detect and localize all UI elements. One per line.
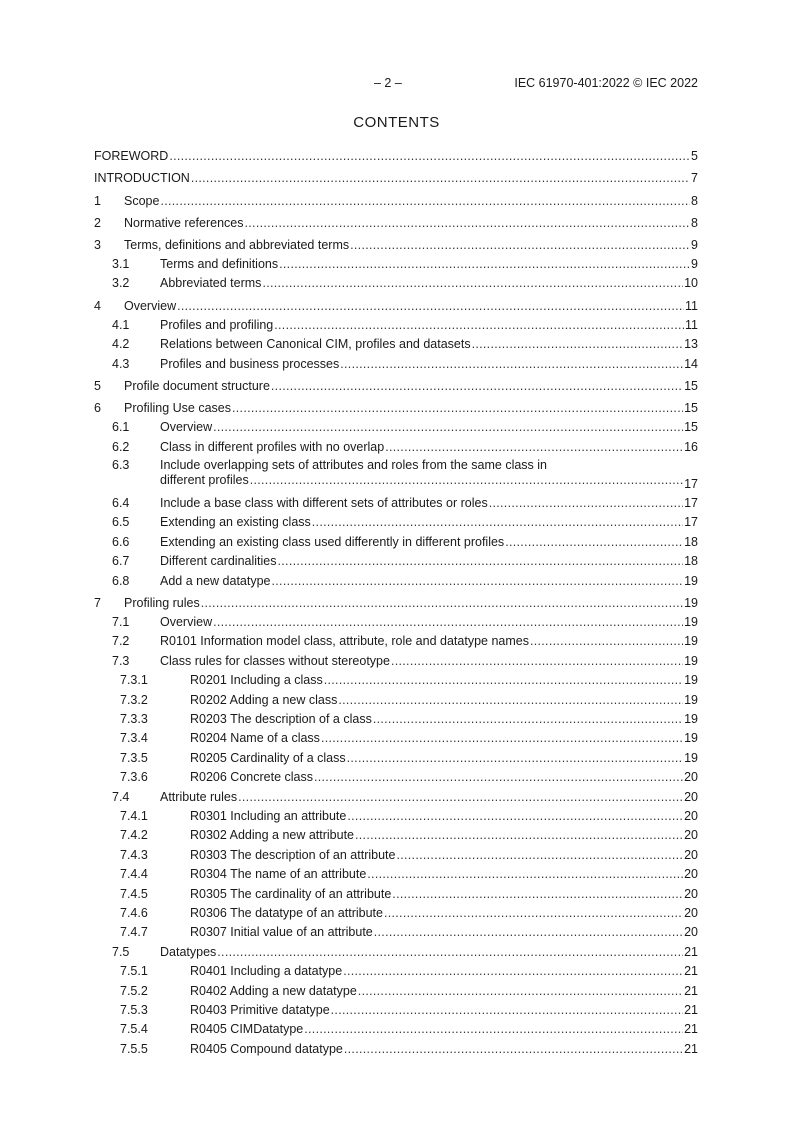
toc-entry-title: Different cardinalities [160,554,277,569]
toc-entry-title: R0205 Cardinality of a class [190,750,346,765]
dot-leader [343,964,683,979]
toc-entry-number: 7.4.1 [120,809,148,823]
toc-entry-title: INTRODUCTION [94,171,190,186]
dot-leader [217,945,683,960]
toc-entry-title-line1: Include overlapping sets of attributes and roles from the same class in [160,457,548,472]
toc-entry-page: 20 [684,828,698,843]
toc-entry-number: 7.4.7 [120,925,148,940]
dot-leader [304,1022,683,1037]
toc-entry-title: R0405 Compound datatype [190,1041,343,1056]
dot-leader [367,867,683,882]
toc-entry-title: R0302 Adding a new attribute [190,828,355,843]
toc-entry-number: 6.2 [112,439,130,454]
toc-entry[interactable] [94,960,698,979]
toc-entry-number: 4.3 [112,356,130,371]
dot-leader [250,473,683,488]
toc-entry-page: 5 [691,149,698,164]
toc-entry[interactable] [94,882,698,901]
dot-leader [338,693,683,708]
toc-entry[interactable] [94,530,698,549]
toc-entry-number: 6.7 [112,554,130,569]
toc-entry-page: 19 [684,634,698,649]
toc-entry[interactable] [94,649,698,668]
dot-leader [160,194,690,209]
toc-entry-title: Profiling Use cases [124,400,231,415]
toc-entry-number: 7.3.3 [120,712,148,727]
toc-entry-title: R0305 The cardinality of an attribute [190,886,392,901]
toc-entry-page: 20 [684,770,698,785]
toc-entry-title: R0303 The description of an attribute [190,847,396,862]
toc-entry-page: 19 [684,573,698,588]
toc-entry-number: 3 [94,237,101,252]
toc-entry-title: Add a new datatype [160,573,271,588]
toc-entry[interactable] [94,611,698,630]
page-header [94,76,698,92]
dot-leader [385,440,683,455]
toc-entry-title: R0402 Adding a new datatype [190,983,357,998]
toc-entry[interactable] [94,211,698,230]
toc-entry-number: 5 [94,378,101,393]
toc-entry[interactable] [94,511,698,530]
toc-entry[interactable] [94,294,698,313]
dot-leader [238,790,683,805]
toc-entry[interactable] [94,940,698,959]
toc-entry[interactable] [94,333,698,352]
toc-entry[interactable] [94,416,698,435]
toc-entry-page: 17 [684,496,698,511]
dot-leader [331,1003,683,1018]
toc-entry[interactable] [94,492,698,511]
toc-entry-page: 20 [684,905,698,920]
toc-entry[interactable] [94,843,698,862]
dot-leader [314,770,683,785]
dot-leader [324,673,683,688]
toc-entry-number: 4 [94,298,101,313]
toc-entry[interactable] [94,921,698,940]
toc-entry-title: R0306 The datatype of an attribute [190,905,383,920]
toc-entry-page: 15 [684,420,698,435]
toc-entry-title: Profile document structure [124,378,270,393]
toc-entry-title: Overview [124,298,177,313]
toc-entry-title: Extending an existing class used differently in different profiles [160,534,505,549]
table-of-contents [94,145,698,1057]
toc-entry-title: Class in different profiles with no overlap [160,439,385,454]
toc-entry[interactable] [94,979,698,998]
toc-entry-page: 19 [684,692,698,707]
toc-entry[interactable] [94,272,698,291]
toc-entry-title: R0201 Including a class [190,673,323,688]
toc-entry-number: 7.3.2 [120,692,148,707]
toc-entry-page: 21 [684,983,698,998]
toc-entry-page: 17 [684,515,698,530]
toc-entry-number: 7.2 [112,634,130,649]
toc-entry-page: 15 [684,378,698,393]
toc-entry-number: 6.1 [112,420,130,435]
dot-leader [347,751,683,766]
dot-leader [358,984,683,999]
dot-leader [191,171,690,186]
toc-entry[interactable] [94,669,698,688]
toc-entry[interactable] [94,145,698,164]
toc-entry-number: 7.4.2 [120,828,148,843]
standard-reference: IEC 61970-401:2022 © IEC 2022 [514,76,698,90]
toc-entry-title: Include a base class with different sets of attributes or roles [160,496,488,511]
dot-leader [391,654,683,669]
toc-entry-title: Normative references [124,215,244,230]
toc-entry-title: R0204 Name of a class [190,731,320,746]
toc-entry-number: 6.4 [112,496,130,511]
toc-entry-title: R0401 Including a datatype [190,964,343,979]
dot-leader [355,828,683,843]
dot-leader [201,596,683,611]
dot-leader [213,420,683,435]
dot-leader [312,515,683,530]
toc-entry-number: 6 [94,400,101,415]
toc-entry-number: 7.4 [112,789,130,804]
dot-leader [530,634,683,649]
toc-entry-page: 11 [685,298,698,313]
toc-entry-number: 4.1 [112,317,130,332]
toc-entry-page: 20 [684,847,698,862]
toc-entry-number: 6.8 [112,573,130,588]
toc-entry[interactable] [94,569,698,588]
toc-entry[interactable] [94,189,698,208]
toc-entry-number: 7.4.5 [120,886,148,901]
dot-leader [321,731,683,746]
toc-entry[interactable] [94,253,698,272]
toc-entry-number: 6.3 [112,457,130,472]
toc-entry-title: FOREWORD [94,149,169,164]
toc-entry[interactable] [94,630,698,649]
toc-entry[interactable] [94,352,698,371]
toc-entry-page: 7 [691,171,698,186]
dot-leader [272,574,684,589]
dot-leader [350,238,690,253]
toc-entry-number: 7.5.5 [120,1041,148,1056]
toc-entry-title: R0304 The name of an attribute [190,867,367,882]
toc-entry-title: R0307 Initial value of an attribute [190,925,373,940]
toc-entry[interactable] [94,167,698,186]
dot-leader [340,357,683,372]
dot-leader [245,216,691,231]
toc-entry[interactable] [94,727,698,746]
toc-entry-page: 20 [684,886,698,901]
page-number-label: – 2 – [374,76,402,90]
dot-leader [392,887,683,902]
toc-entry[interactable] [94,902,698,921]
toc-entry-page: 19 [684,615,698,630]
toc-entry[interactable] [94,397,698,416]
toc-entry-title: R0101 Information model class, attribute, role and datatype names [160,634,529,649]
toc-entry-number: 7.3 [112,653,130,668]
toc-entry-number: 6.6 [112,534,130,549]
toc-entry-page: 13 [684,337,698,352]
dot-leader [396,848,683,863]
toc-entry-page: 9 [691,237,698,252]
toc-entry-page: 19 [684,750,698,765]
toc-entry[interactable] [94,746,698,765]
toc-entry-page: 16 [684,439,698,454]
toc-entry[interactable] [94,1018,698,1037]
toc-entry-number: 7.5.1 [120,964,148,979]
toc-entry[interactable] [94,1037,698,1056]
toc-entry-number: 7.3.4 [120,731,148,746]
toc-entry-page: 11 [685,317,698,332]
toc-entry-page: 10 [684,276,698,291]
toc-entry-number: 7.1 [112,615,130,630]
dot-leader [278,554,684,569]
toc-entry[interactable] [94,233,698,252]
toc-entry-number: 7.5 [112,944,130,959]
dot-leader [374,925,683,940]
toc-entry-page: 21 [684,964,698,979]
toc-entry-number: 7.5.4 [120,1022,148,1037]
toc-entry[interactable] [94,455,698,492]
toc-entry-page: 21 [684,1041,698,1056]
dot-leader [232,401,683,416]
toc-entry-title: Datatypes [160,944,217,959]
toc-entry-number: 3.1 [112,257,130,272]
toc-entry-number: 7.3.1 [120,673,148,688]
toc-entry-title: Profiles and business processes [160,356,340,371]
toc-entry-number: 7.3.6 [120,770,148,785]
toc-entry[interactable] [94,550,698,569]
toc-entry-title: R0405 CIMDatatype [190,1022,304,1037]
toc-entry-title: Attribute rules [160,789,238,804]
dot-leader [489,496,683,511]
dot-leader [373,712,683,727]
toc-entry-title: Profiles and profiling [160,317,274,332]
toc-entry[interactable] [94,435,698,454]
dot-leader [505,535,683,550]
dot-leader [384,906,683,921]
toc-entry-title: R0203 The description of a class [190,712,372,727]
contents-title: CONTENTS [353,114,440,131]
toc-entry[interactable] [94,591,698,610]
toc-entry-title: Overview [160,420,213,435]
toc-entry-page: 15 [684,400,698,415]
toc-entry-page: 19 [684,712,698,727]
dot-leader [279,257,690,272]
toc-entry[interactable] [94,688,698,707]
toc-entry-title: Terms, definitions and abbreviated terms [124,237,350,252]
toc-entry-page: 20 [684,867,698,882]
toc-entry-page: 20 [684,925,698,940]
toc-entry[interactable] [94,805,698,824]
toc-entry[interactable] [94,766,698,785]
dot-leader [262,276,683,291]
toc-entry-number: 7 [94,595,101,610]
toc-entry[interactable] [94,824,698,843]
toc-entry-number: 7.4.6 [120,905,148,920]
toc-entry-number: 7.3.5 [120,750,148,765]
toc-entry-title: R0206 Concrete class [190,770,313,785]
dot-leader [274,318,684,333]
toc-entry-title: Extending an existing class [160,515,311,530]
toc-entry[interactable] [94,314,698,333]
dot-leader [169,149,690,164]
toc-entry-page: 9 [691,257,698,272]
toc-entry-title: Overview [160,615,213,630]
toc-entry-page: 18 [684,554,698,569]
toc-entry-title: Class rules for classes without stereotype [160,653,390,668]
toc-entry-page: 19 [684,731,698,746]
toc-entry-page: 21 [684,944,698,959]
toc-entry-title: Relations between Canonical CIM, profiles and datasets [160,337,471,352]
toc-entry-page: 21 [684,1022,698,1037]
toc-entry-page: 20 [684,809,698,823]
toc-entry[interactable] [94,863,698,882]
toc-entry-number: 7.4.4 [120,867,148,882]
dot-leader [177,299,684,314]
toc-entry-page: 17 [684,476,698,491]
toc-entry-title: R0403 Primitive datatype [190,1002,330,1017]
toc-entry-number: 3.2 [112,276,130,291]
toc-entry-page: 19 [684,673,698,688]
dot-leader [347,809,683,824]
toc-entry-number: 7.5.3 [120,1002,148,1017]
toc-entry-page: 14 [684,356,698,371]
toc-entry[interactable] [94,999,698,1018]
toc-entry[interactable] [94,374,698,393]
toc-entry-number: 2 [94,215,101,230]
dot-leader [472,337,684,352]
toc-entry-number: 6.5 [112,515,130,530]
toc-entry-title: different profiles [160,472,249,487]
toc-entry-page: 20 [684,789,698,804]
dot-leader [271,379,683,394]
toc-entry-title: Terms and definitions [160,257,279,272]
toc-entry-title: Profiling rules [124,595,200,610]
toc-entry[interactable] [94,708,698,727]
toc-entry-page: 8 [691,193,698,208]
toc-entry-page: 19 [684,595,698,610]
toc-entry-number: 7.4.3 [120,847,148,862]
toc-entry-page: 8 [691,215,698,230]
toc-entry-page: 18 [684,534,698,549]
toc-entry-title: Abbreviated terms [160,276,262,291]
toc-entry-number: 4.2 [112,337,130,352]
toc-entry-title: R0202 Adding a new class [190,692,338,707]
toc-entry-page: 19 [684,653,698,668]
toc-entry-number: 7.5.2 [120,983,148,998]
toc-entry-title: R0301 Including an attribute [190,809,347,823]
toc-entry-number: 1 [94,193,101,208]
dot-leader [213,615,683,630]
dot-leader [344,1042,683,1057]
toc-entry-page: 21 [684,1002,698,1017]
toc-entry-title: Scope [124,193,160,208]
toc-entry[interactable] [94,785,698,804]
